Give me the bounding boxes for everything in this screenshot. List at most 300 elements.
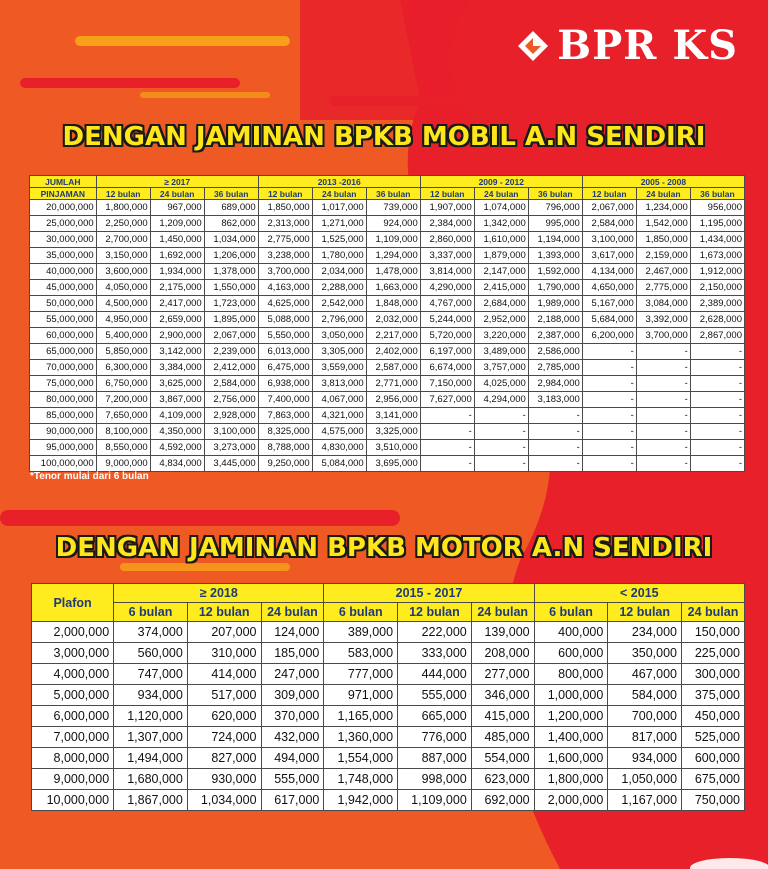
installment-cell: -	[420, 456, 474, 472]
installment-cell: 692,000	[471, 790, 534, 811]
installment-cell: -	[636, 440, 690, 456]
installment-cell: 6,938,000	[258, 376, 312, 392]
installment-cell: 2,000,000	[534, 790, 608, 811]
installment-cell: -	[582, 344, 636, 360]
installment-cell: 2,034,000	[312, 264, 366, 280]
installment-cell: 1,494,000	[114, 748, 188, 769]
installment-cell: 5,167,000	[582, 296, 636, 312]
installment-cell: 2,417,000	[150, 296, 204, 312]
installment-cell: 414,000	[187, 664, 261, 685]
installment-cell: 1,867,000	[114, 790, 188, 811]
installment-cell: -	[636, 344, 690, 360]
installment-cell: 1,895,000	[204, 312, 258, 328]
tenor-header: 24 bulan	[682, 603, 745, 622]
installment-cell: -	[690, 344, 744, 360]
installment-cell: 1,600,000	[534, 748, 608, 769]
table-row	[32, 622, 745, 643]
tenor-header: 36 bulan	[366, 188, 420, 200]
installment-cell: 374,000	[114, 622, 188, 643]
installment-cell: 2,387,000	[528, 328, 582, 344]
group-header: 2015 - 2017	[324, 584, 534, 603]
installment-cell: 3,757,000	[474, 360, 528, 376]
installment-cell: 1,234,000	[636, 200, 690, 216]
installment-cell: 6,013,000	[258, 344, 312, 360]
group-header: 2013 -2016	[258, 176, 420, 188]
installment-cell: 9,250,000	[258, 456, 312, 472]
installment-cell: 998,000	[398, 769, 472, 790]
installment-cell: 2,067,000	[204, 328, 258, 344]
installment-cell: 4,321,000	[312, 408, 366, 424]
tenor-header: 12 bulan	[96, 188, 150, 200]
installment-cell: 1,034,000	[187, 790, 261, 811]
installment-cell: -	[636, 456, 690, 472]
installment-cell: -	[636, 408, 690, 424]
installment-cell: -	[636, 360, 690, 376]
installment-cell: 4,592,000	[150, 440, 204, 456]
loan-amount-cell: 60,000,000	[30, 328, 97, 344]
installment-cell: 2,067,000	[582, 200, 636, 216]
installment-cell: 971,000	[324, 685, 398, 706]
tenor-header: 36 bulan	[690, 188, 744, 200]
loan-amount-cell: 85,000,000	[30, 408, 97, 424]
installment-cell: -	[690, 424, 744, 440]
installment-cell: -	[582, 456, 636, 472]
installment-cell: 277,000	[471, 664, 534, 685]
installment-cell: 3,337,000	[420, 248, 474, 264]
installment-cell: -	[528, 424, 582, 440]
loan-amount-cell: 3,000,000	[32, 643, 114, 664]
table-row	[30, 232, 745, 248]
installment-cell: 7,400,000	[258, 392, 312, 408]
installment-cell: 1,378,000	[204, 264, 258, 280]
installment-cell: 8,550,000	[96, 440, 150, 456]
loan-amount-cell: 8,000,000	[32, 748, 114, 769]
table-row	[30, 328, 745, 344]
installment-cell: 4,134,000	[582, 264, 636, 280]
table-row	[30, 360, 745, 376]
loan-amount-cell: 6,000,000	[32, 706, 114, 727]
table-row	[30, 456, 745, 472]
installment-cell: 333,000	[398, 643, 472, 664]
installment-cell: 3,392,000	[636, 312, 690, 328]
installment-cell: 750,000	[682, 790, 745, 811]
installment-cell: -	[690, 456, 744, 472]
installment-cell: 2,984,000	[528, 376, 582, 392]
installment-cell: 1,850,000	[258, 200, 312, 216]
installment-cell: 3,220,000	[474, 328, 528, 344]
loan-amount-cell: 35,000,000	[30, 248, 97, 264]
installment-cell: 1,194,000	[528, 232, 582, 248]
installment-cell: 2,412,000	[204, 360, 258, 376]
installment-cell: 1,680,000	[114, 769, 188, 790]
installment-cell: -	[582, 408, 636, 424]
installment-cell: 800,000	[534, 664, 608, 685]
installment-cell: 1,200,000	[534, 706, 608, 727]
installment-cell: 400,000	[534, 622, 608, 643]
installment-cell: 6,300,000	[96, 360, 150, 376]
installment-cell: 207,000	[187, 622, 261, 643]
installment-cell: 1,723,000	[204, 296, 258, 312]
installment-cell: 350,000	[608, 643, 682, 664]
tenor-header: 6 bulan	[324, 603, 398, 622]
installment-cell: 494,000	[261, 748, 324, 769]
loan-amount-cell: 55,000,000	[30, 312, 97, 328]
installment-cell: 665,000	[398, 706, 472, 727]
installment-cell: 6,674,000	[420, 360, 474, 376]
loan-amount-cell: 7,000,000	[32, 727, 114, 748]
installment-cell: 1,907,000	[420, 200, 474, 216]
installment-cell: 930,000	[187, 769, 261, 790]
installment-cell: 600,000	[534, 643, 608, 664]
installment-cell: 1,017,000	[312, 200, 366, 216]
installment-cell: 1,393,000	[528, 248, 582, 264]
installment-cell: 1,294,000	[366, 248, 420, 264]
installment-cell: 777,000	[324, 664, 398, 685]
installment-cell: 5,850,000	[96, 344, 150, 360]
table-row	[32, 727, 745, 748]
installment-cell: 1,850,000	[636, 232, 690, 248]
installment-cell: 1,800,000	[534, 769, 608, 790]
installment-cell: 8,100,000	[96, 424, 150, 440]
installment-cell: 309,000	[261, 685, 324, 706]
tenor-header: 12 bulan	[398, 603, 472, 622]
installment-cell: 555,000	[398, 685, 472, 706]
installment-cell: 4,500,000	[96, 296, 150, 312]
table-row	[30, 312, 745, 328]
installment-cell: 1,167,000	[608, 790, 682, 811]
installment-cell: 5,244,000	[420, 312, 474, 328]
installment-cell: 485,000	[471, 727, 534, 748]
installment-cell: -	[474, 456, 528, 472]
installment-cell: 956,000	[690, 200, 744, 216]
installment-cell: 3,625,000	[150, 376, 204, 392]
installment-cell: 467,000	[608, 664, 682, 685]
table-row	[32, 664, 745, 685]
installment-cell: 3,695,000	[366, 456, 420, 472]
installment-cell: 4,294,000	[474, 392, 528, 408]
installment-cell: 2,586,000	[528, 344, 582, 360]
installment-cell: 1,074,000	[474, 200, 528, 216]
installment-cell: 310,000	[187, 643, 261, 664]
installment-cell: 689,000	[204, 200, 258, 216]
installment-cell: 1,050,000	[608, 769, 682, 790]
installment-cell: -	[690, 360, 744, 376]
loan-amount-cell: 95,000,000	[30, 440, 97, 456]
installment-cell: -	[690, 376, 744, 392]
installment-cell: 8,325,000	[258, 424, 312, 440]
installment-cell: 1,109,000	[366, 232, 420, 248]
installment-cell: 3,142,000	[150, 344, 204, 360]
loan-amount-cell: 9,000,000	[32, 769, 114, 790]
loan-amount-cell: 4,000,000	[32, 664, 114, 685]
installment-cell: 1,848,000	[366, 296, 420, 312]
installment-cell: 2,250,000	[96, 216, 150, 232]
installment-cell: 1,360,000	[324, 727, 398, 748]
installment-cell: 3,510,000	[366, 440, 420, 456]
installment-cell: 1,912,000	[690, 264, 744, 280]
corner-label: Plafon	[32, 584, 114, 622]
loan-amount-cell: 100,000,000	[30, 456, 97, 472]
installment-cell: 4,950,000	[96, 312, 150, 328]
group-header: ≥ 2017	[96, 176, 258, 188]
installment-cell: 623,000	[471, 769, 534, 790]
installment-cell: 4,109,000	[150, 408, 204, 424]
installment-cell: 5,720,000	[420, 328, 474, 344]
installment-cell: 747,000	[114, 664, 188, 685]
installment-cell: -	[582, 376, 636, 392]
installment-cell: 2,150,000	[690, 280, 744, 296]
installment-cell: 560,000	[114, 643, 188, 664]
table-row	[30, 280, 745, 296]
tenor-header: 24 bulan	[261, 603, 324, 622]
installment-cell: 924,000	[366, 216, 420, 232]
installment-cell: 1,542,000	[636, 216, 690, 232]
installment-cell: 6,750,000	[96, 376, 150, 392]
tenor-header: 24 bulan	[636, 188, 690, 200]
installment-cell: 4,625,000	[258, 296, 312, 312]
installment-cell: 2,796,000	[312, 312, 366, 328]
installment-cell: 5,400,000	[96, 328, 150, 344]
installment-cell: 3,617,000	[582, 248, 636, 264]
installment-cell: 139,000	[471, 622, 534, 643]
installment-cell: 3,150,000	[96, 248, 150, 264]
installment-cell: 967,000	[150, 200, 204, 216]
table-row	[30, 344, 745, 360]
installment-cell: -	[420, 424, 474, 440]
installment-cell: 827,000	[187, 748, 261, 769]
installment-cell: 5,088,000	[258, 312, 312, 328]
installment-cell: 1,748,000	[324, 769, 398, 790]
installment-cell: -	[636, 376, 690, 392]
installment-cell: 700,000	[608, 706, 682, 727]
installment-cell: 225,000	[682, 643, 745, 664]
installment-cell: 2,188,000	[528, 312, 582, 328]
installment-cell: 554,000	[471, 748, 534, 769]
installment-cell: 1,800,000	[96, 200, 150, 216]
section-title-motor: DENGAN JAMINAN BPKB MOTOR A.N SENDIRI	[55, 533, 713, 563]
brand-logo	[517, 22, 738, 69]
installment-cell: 3,384,000	[150, 360, 204, 376]
table-row	[30, 216, 745, 232]
installment-cell: 584,000	[608, 685, 682, 706]
installment-cell: 2,659,000	[150, 312, 204, 328]
installment-cell: 3,305,000	[312, 344, 366, 360]
installment-cell: 2,771,000	[366, 376, 420, 392]
installment-cell: 150,000	[682, 622, 745, 643]
table-row	[32, 748, 745, 769]
table-row	[30, 296, 745, 312]
installment-cell: 617,000	[261, 790, 324, 811]
group-header: ≥ 2018	[114, 584, 324, 603]
installment-cell: -	[690, 440, 744, 456]
installment-cell: 995,000	[528, 216, 582, 232]
installment-cell: 2,313,000	[258, 216, 312, 232]
installment-cell: 4,830,000	[312, 440, 366, 456]
installment-cell: 525,000	[682, 727, 745, 748]
loan-amount-cell: 25,000,000	[30, 216, 97, 232]
table-row	[30, 440, 745, 456]
installment-cell: 2,900,000	[150, 328, 204, 344]
installment-cell: 2,775,000	[258, 232, 312, 248]
loan-amount-cell: 30,000,000	[30, 232, 97, 248]
tenor-header: 24 bulan	[474, 188, 528, 200]
table-row	[30, 200, 745, 216]
installment-cell: 1,034,000	[204, 232, 258, 248]
installment-cell: 2,217,000	[366, 328, 420, 344]
installment-cell: 2,584,000	[582, 216, 636, 232]
installment-cell: 1,109,000	[398, 790, 472, 811]
installment-cell: 415,000	[471, 706, 534, 727]
tenor-header: 6 bulan	[114, 603, 188, 622]
loan-amount-cell: 70,000,000	[30, 360, 97, 376]
installment-cell: 600,000	[682, 748, 745, 769]
installment-cell: 1,550,000	[204, 280, 258, 296]
installment-cell: 1,120,000	[114, 706, 188, 727]
installment-cell: 3,814,000	[420, 264, 474, 280]
installment-cell: 675,000	[682, 769, 745, 790]
installment-cell: 432,000	[261, 727, 324, 748]
installment-cell: 776,000	[398, 727, 472, 748]
installment-cell: 724,000	[187, 727, 261, 748]
installment-cell: 4,650,000	[582, 280, 636, 296]
table-row	[32, 706, 745, 727]
installment-cell: 4,350,000	[150, 424, 204, 440]
loan-amount-cell: 40,000,000	[30, 264, 97, 280]
loan-amount-cell: 90,000,000	[30, 424, 97, 440]
tenor-header: 24 bulan	[150, 188, 204, 200]
installment-cell: 2,952,000	[474, 312, 528, 328]
loan-amount-cell: 65,000,000	[30, 344, 97, 360]
installment-cell: -	[474, 440, 528, 456]
group-header: 2009 - 2012	[420, 176, 582, 188]
table-row	[30, 264, 745, 280]
installment-cell: 2,467,000	[636, 264, 690, 280]
installment-cell: 2,384,000	[420, 216, 474, 232]
installment-cell: 817,000	[608, 727, 682, 748]
installment-cell: 862,000	[204, 216, 258, 232]
loan-amount-cell: 50,000,000	[30, 296, 97, 312]
tenor-note: *Tenor mulai dari 6 bulan	[30, 471, 149, 482]
mobil-rate-table	[29, 175, 745, 472]
table-row	[30, 424, 745, 440]
installment-cell: -	[636, 424, 690, 440]
installment-cell: 3,489,000	[474, 344, 528, 360]
installment-cell: 3,183,000	[528, 392, 582, 408]
installment-cell: 234,000	[608, 622, 682, 643]
installment-cell: 4,025,000	[474, 376, 528, 392]
installment-cell: 1,790,000	[528, 280, 582, 296]
installment-cell: 7,863,000	[258, 408, 312, 424]
tenor-header: 12 bulan	[187, 603, 261, 622]
corner-label-bottom: PINJAMAN	[30, 188, 97, 200]
installment-cell: 3,813,000	[312, 376, 366, 392]
installment-cell: 3,100,000	[582, 232, 636, 248]
installment-cell: 1,165,000	[324, 706, 398, 727]
installment-cell: 1,206,000	[204, 248, 258, 264]
table-row	[30, 408, 745, 424]
tenor-header: 12 bulan	[258, 188, 312, 200]
installment-cell: 4,575,000	[312, 424, 366, 440]
section-title-mobil: DENGAN JAMINAN BPKB MOBIL A.N SENDIRI	[62, 122, 706, 152]
installment-cell: 1,692,000	[150, 248, 204, 264]
installment-cell: 2,628,000	[690, 312, 744, 328]
installment-cell: -	[582, 360, 636, 376]
installment-cell: 389,000	[324, 622, 398, 643]
installment-cell: 2,956,000	[366, 392, 420, 408]
loan-amount-cell: 20,000,000	[30, 200, 97, 216]
installment-cell: 346,000	[471, 685, 534, 706]
tenor-header: 12 bulan	[608, 603, 682, 622]
installment-cell: 5,684,000	[582, 312, 636, 328]
installment-cell: 3,238,000	[258, 248, 312, 264]
installment-cell: 3,084,000	[636, 296, 690, 312]
installment-cell: 450,000	[682, 706, 745, 727]
installment-cell: 555,000	[261, 769, 324, 790]
installment-cell: 3,700,000	[636, 328, 690, 344]
installment-cell: 8,788,000	[258, 440, 312, 456]
installment-cell: 3,445,000	[204, 456, 258, 472]
installment-cell: 2,147,000	[474, 264, 528, 280]
installment-cell: 2,175,000	[150, 280, 204, 296]
loan-amount-cell: 2,000,000	[32, 622, 114, 643]
installment-cell: 9,000,000	[96, 456, 150, 472]
installment-cell: 2,785,000	[528, 360, 582, 376]
installment-cell: 2,684,000	[474, 296, 528, 312]
installment-cell: 2,159,000	[636, 248, 690, 264]
installment-cell: 5,084,000	[312, 456, 366, 472]
brand-name: BPR KS	[557, 22, 738, 69]
installment-cell: 6,197,000	[420, 344, 474, 360]
installment-cell: 247,000	[261, 664, 324, 685]
tenor-header: 6 bulan	[534, 603, 608, 622]
installment-cell: 887,000	[398, 748, 472, 769]
tenor-header: 24 bulan	[471, 603, 534, 622]
installment-cell: 1,525,000	[312, 232, 366, 248]
installment-cell: -	[582, 440, 636, 456]
installment-cell: 6,200,000	[582, 328, 636, 344]
loan-amount-cell: 80,000,000	[30, 392, 97, 408]
installment-cell: 4,290,000	[420, 280, 474, 296]
corner-label-top: JUMLAH	[30, 176, 97, 188]
installment-cell: 300,000	[682, 664, 745, 685]
installment-cell: 6,475,000	[258, 360, 312, 376]
installment-cell: 1,478,000	[366, 264, 420, 280]
tenor-header: 36 bulan	[204, 188, 258, 200]
installment-cell: -	[582, 424, 636, 440]
installment-cell: 1,307,000	[114, 727, 188, 748]
installment-cell: 5,550,000	[258, 328, 312, 344]
loan-amount-cell: 75,000,000	[30, 376, 97, 392]
installment-cell: 3,050,000	[312, 328, 366, 344]
installment-cell: 370,000	[261, 706, 324, 727]
installment-cell: 375,000	[682, 685, 745, 706]
loan-amount-cell: 10,000,000	[32, 790, 114, 811]
installment-cell: 3,273,000	[204, 440, 258, 456]
table-row	[32, 643, 745, 664]
table-row	[32, 769, 745, 790]
installment-cell: 2,402,000	[366, 344, 420, 360]
installment-cell: 2,032,000	[366, 312, 420, 328]
installment-cell: 2,700,000	[96, 232, 150, 248]
motor-rate-table	[31, 583, 745, 811]
group-header: 2005 - 2008	[582, 176, 744, 188]
installment-cell: 2,860,000	[420, 232, 474, 248]
loan-amount-cell: 45,000,000	[30, 280, 97, 296]
installment-cell: 1,209,000	[150, 216, 204, 232]
installment-cell: 1,554,000	[324, 748, 398, 769]
installment-cell: 3,867,000	[150, 392, 204, 408]
tenor-header: 12 bulan	[420, 188, 474, 200]
